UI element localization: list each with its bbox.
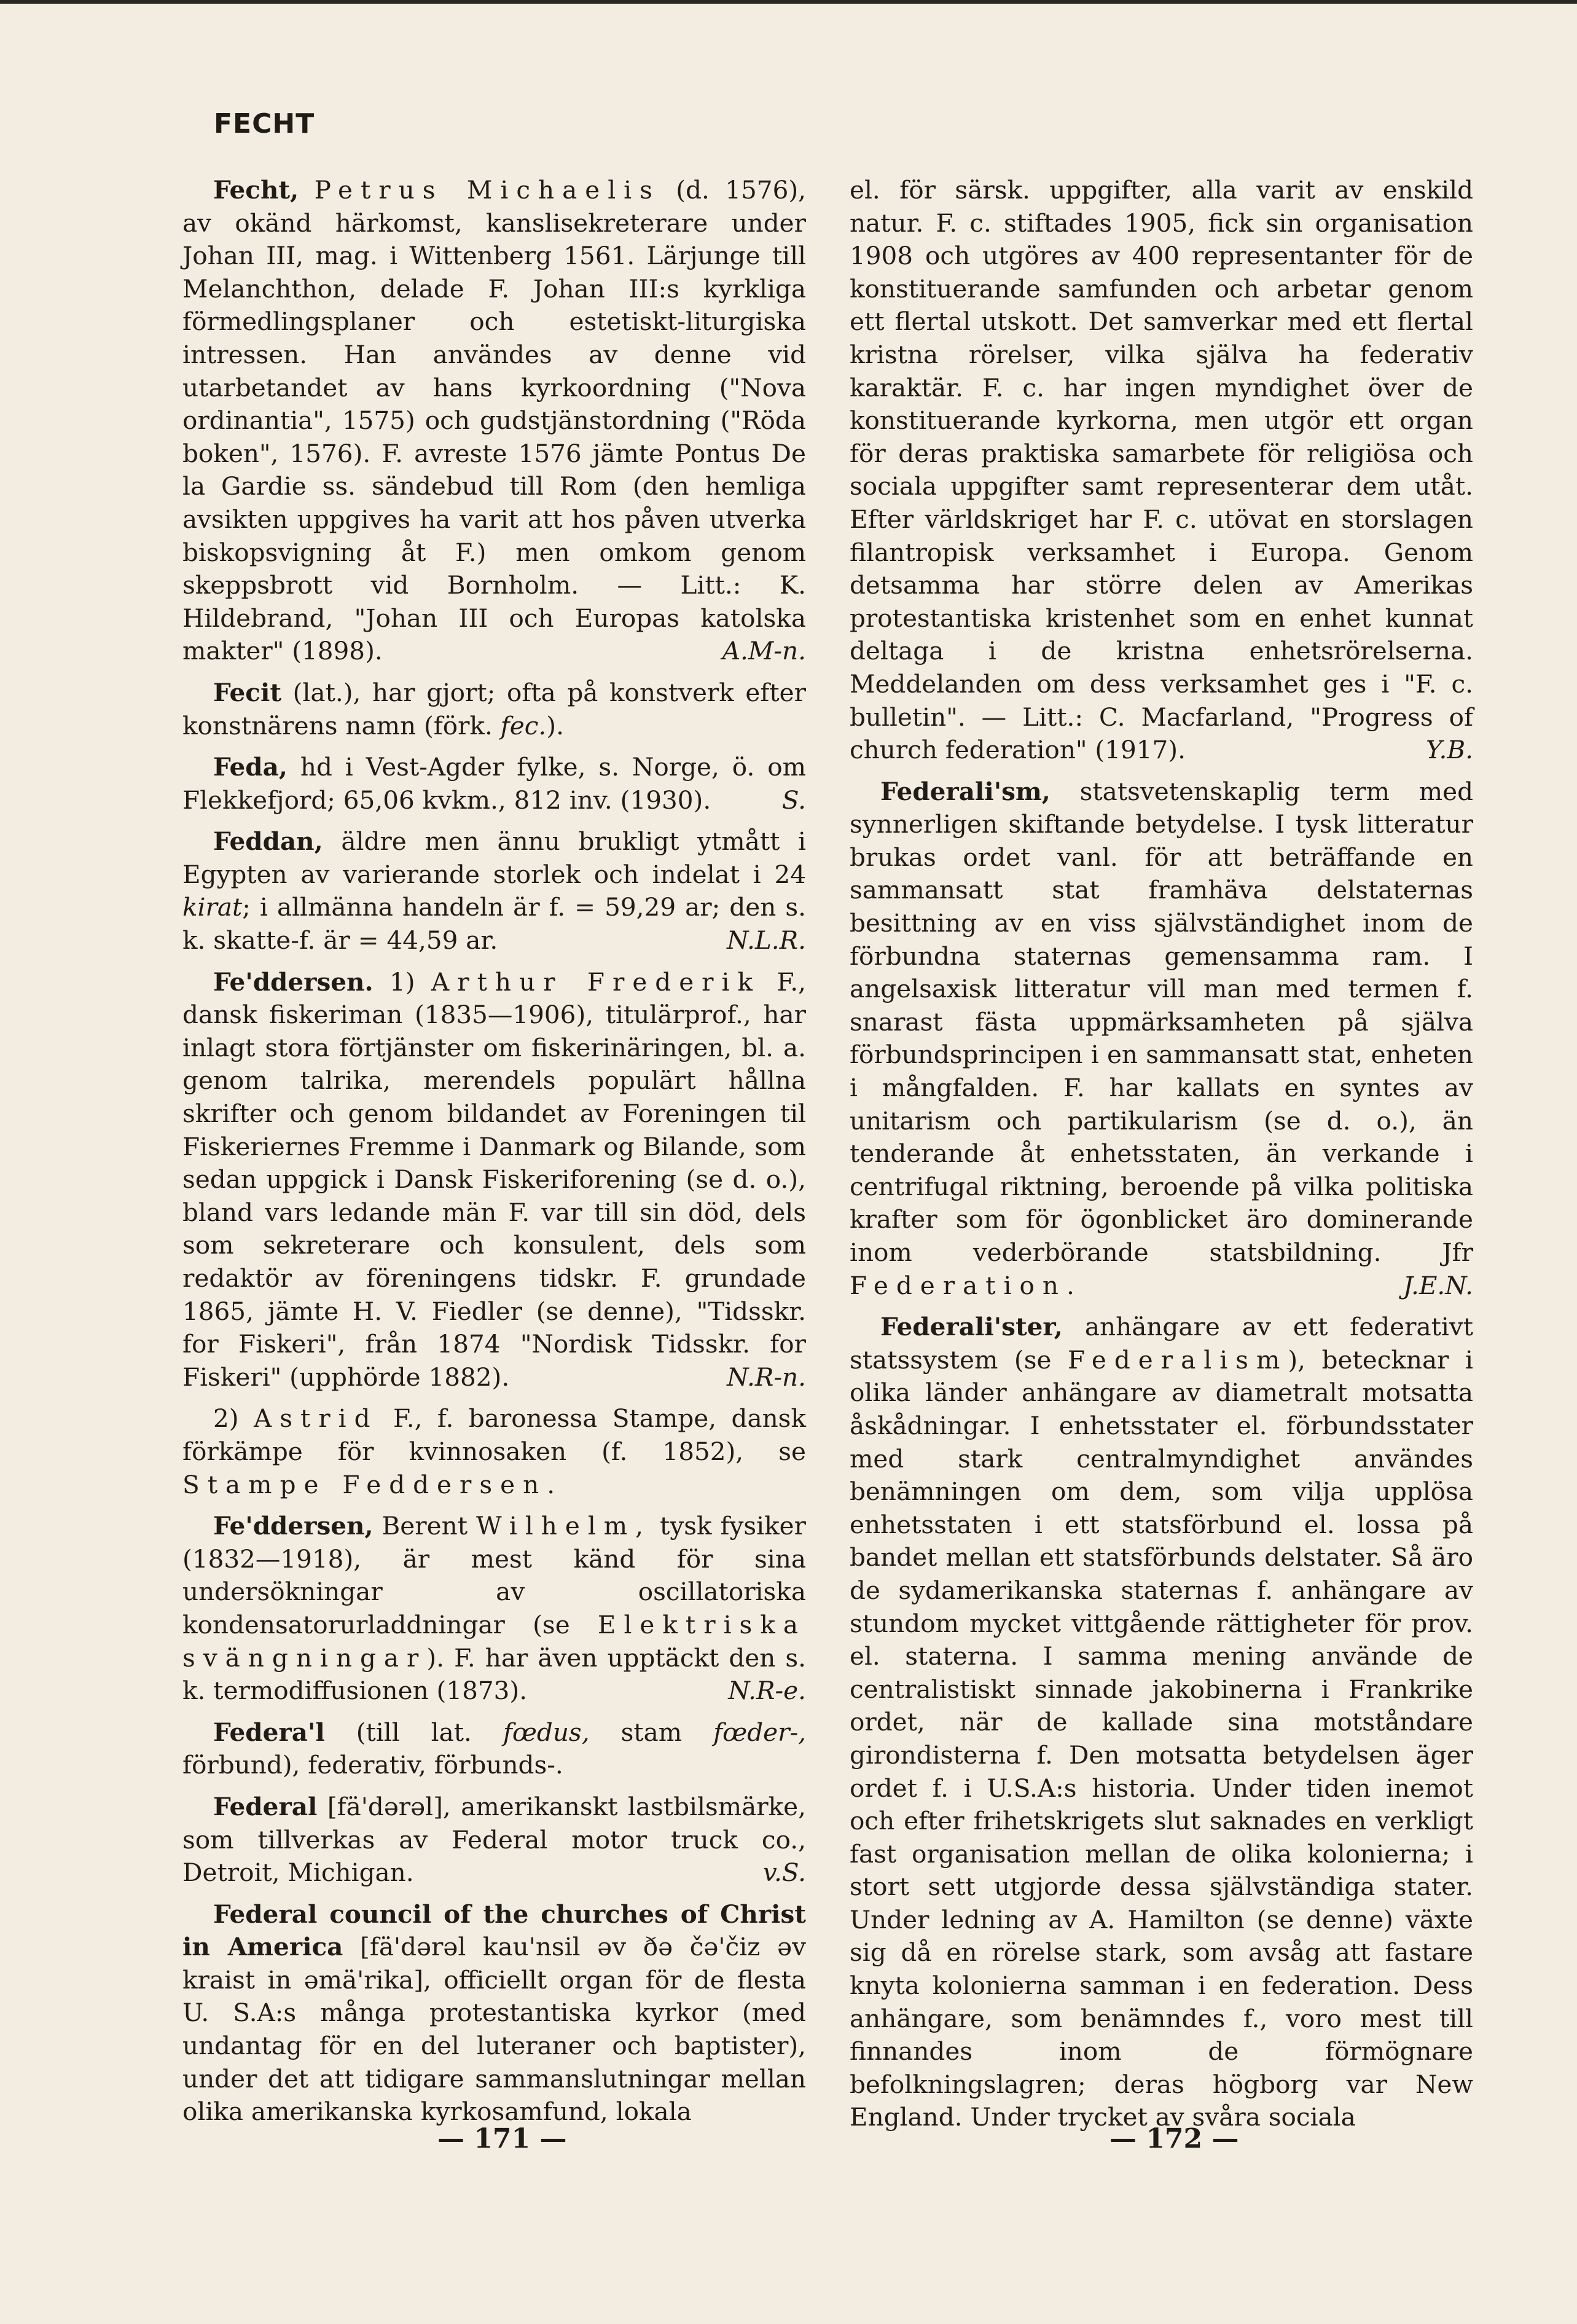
entry-text: statsvetenskaplig term med synnerligen skiftande betydelse. I tysk litteratur brukas ordet vanl. för att beträffande en sammansatt stat framhäva delstaternas besittning av en viss självständighet inom de förbundna staternas gemensamma ram. I angelsaxisk litteratur vill man med termen f. snarast fästa uppmärksamheten på själva förbundsprincipen i en sammansatt stat, enheten i mångfalden. F. har kallats en syntes av unitarism och partikularism (se d. o.), än tenderande åt enhetsstaten, än verkande i centrifugal riktning, beroende på vilka politiska krafter som för ögonblicket äro dominerande inom vederbörande statsbildning. Jfr: [850, 776, 1474, 1267]
headword: Federal: [213, 1791, 318, 1821]
headword: Fecht,: [213, 175, 299, 205]
spaced-name: Astrid: [254, 1403, 378, 1434]
headword: Federal council of the churches of Christ in America: [182, 1899, 806, 1962]
left-column: [182, 174, 806, 2137]
numbering: 2): [213, 1403, 239, 1434]
entry-text: F., dansk fiskeriman (1835—1906), titulärprof., har inlagt stora förtjänster om fiskerinäringen, bl. a. genom talrika, merendels populärt hållna skrifter och genom bildandet av Foreningen til Fiskeriernes Fremme i Danmark og Bilande, som sedan uppgick i Dansk Fiskeriforening (se d. o.), bland vars ledande män F. var till sin död, dels som sekreterare och konsulent, dels som redaktör av föreningens tidskr. F. grundade 1865, jämte H. V. Fiedler (se denne), "Tidsskr. for Fiskeri", från 1874 "Nordisk Tidsskr. for Fiskeri" (upphörde 1882).: [182, 967, 807, 1392]
headword: Fe'ddersen.: [213, 967, 374, 997]
entry-federal-truck: [182, 1791, 806, 1890]
latin-term: fœdus,: [503, 1717, 590, 1747]
signature: S.: [781, 785, 806, 815]
headword: Fe'ddersen,: [213, 1511, 374, 1541]
entry-fecit: [182, 677, 806, 742]
running-head: FECHT: [214, 108, 315, 139]
entry-text: äldre men ännu brukligt ytmått i Egypten av varierande storlek och indelat i 24: [182, 826, 806, 889]
signature: N.R-n.: [727, 1362, 806, 1392]
headword: Feddan,: [213, 826, 323, 857]
entry-text: [fä'dərəl], amerikanskt lastbilsmärke, som tillverkas av Federal motor truck co., Detroit, Michigan.: [182, 1791, 806, 1888]
entry-federalister: [850, 1311, 1473, 2134]
signature: Y.B.: [1425, 735, 1473, 765]
cross-reference: Federalism: [1068, 1345, 1288, 1375]
entry-text-end: ).: [546, 710, 564, 740]
entry-text: el. för särsk. uppgifter, alla varit av enskild natur. F. c. stiftades 1905, fick sin organisation 1908 och utgöres av 400 representanter för de konstituerande samfunden och arbetar genom ett flertal utskott. Det samverkar med ett flertal kristna rörelser, vilka själva ha federativ karaktär. F. c. har ingen myndighet över de konstituerande kyrkorna, men utgör ett organ för deras praktiska samarbete för religiösa och sociala uppgifter samt representerar dem utåt. Efter världskriget har F. c. utövat en storslagen filantropisk verksamhet i Europa. Genom detsamma har större delen av Amerikas protestantiska kristenhet som en enhet kunnat deltaga i de kristna enhetsrörelserna. Meddelanden om dess verksamhet ges i "F. c. bulletin". — Litt.: C. Macfarland, "Progress of church federation" (1917).: [850, 175, 1473, 765]
entry-feddan: [182, 825, 806, 957]
signature: A.M-n.: [722, 636, 806, 666]
entry-text: förbund), federativ, förbunds-.: [182, 1750, 563, 1780]
cross-reference: Federation.: [850, 1270, 1082, 1300]
entry-federal-lat: [182, 1716, 806, 1782]
entry-text: hd i Vest-Agder fylke, s. Norge, ö. om Flekkefjord; 65,06 kvkm., 812 inv. (1930).: [182, 752, 807, 815]
entry-text-cont: ), betecknar i olika länder anhängare av diametralt motsatta åskådningar. I enhetsstater el. förbundsstater med stark centralmyndighet användes benämningen om dem, som vilja upplösa enhetsstaten i ett statsförbund el. lossa på bandet mellan ett statsförbunds delstater. Så äro de sydamerikanska staternas f. anhängare av stundom mycket vittgående rättigheter för prov. el. staterna. I samma mening använde de centralistiskt sinnade jakobinerna i Frankrike ordet, när de kallade sina motståndare girondisterna f. Den motsatta betydelsen äger ordet f. i U.S.A:s historia. Under tiden inemot och efter frihetskrigets slut saknades en verkligt fast organisation mellan de olika kolonierna; i stort sett utgjorde dessa självständiga stater. Under ledning av A. Hamilton (se denne) växte sig då en rörelse stark, som avsåg att fastare knyta kolonierna samman i en federation. Dess anhängare, som benämndes f., voro mest till finnandes inom de förmögnare befolkningslagren; deras högborg var New England. Under trycket av svåra sociala: [850, 1345, 1474, 2132]
entry-text: (d. 1576), av okänd härkomst, kanslisekreterare under Johan III, mag. i Wittenberg 1561. Lärjunge till Melanchthon, delade F. Johan III:s kyrkliga förmedlingsplaner och estetiskt-liturgiska intressen. Han användes av denne vid utarbetandet av hans kyrkoordning ("Nova ordinantia", 1575) och gudstjänstordning ("Röda boken", 1576). F. avreste 1576 jämte Pontus De la Gardie ss. sändebud till Rom (den hemliga avsikten uppgives ha varit att hos påven utverka biskopsvigning åt F.) men omkom genom skeppsbrott vid Bornholm. — Litt.: K. Hildebrand, "Johan III och Europas katolska makter" (1898).: [182, 175, 807, 666]
cross-reference: Elektriska svängningar: [182, 1609, 806, 1673]
spaced-name: Wilhelm,: [475, 1511, 652, 1541]
spaced-name: Petrus Michaelis: [314, 175, 660, 205]
entry-text: [fä'dərəl kau'nsil əv ðə čə'čiz əv kraist in əmä'rika], officiellt organ för de flesta U. S.A:s många protestantiska kyrkor (med undantag för en del luteraner och baptister), under det att tidigare sammanslutningar mellan olika amerikanska kyrkosamfund, lokala: [182, 1932, 806, 2127]
headword: Federa'l: [213, 1717, 325, 1747]
entry-federal-council-continued: [850, 174, 1473, 767]
signature: N.L.R.: [727, 925, 806, 956]
headword: Fecit: [213, 677, 282, 707]
abbreviation: fec.: [500, 710, 547, 740]
top-edge-rule: [0, 0, 1577, 4]
headword: Federali'ster,: [880, 1312, 1063, 1342]
entry-feda: [182, 751, 806, 817]
entry-feddersen-arthur: [182, 966, 806, 1394]
first-name: Berent: [382, 1511, 468, 1541]
term-kirat: kirat: [182, 892, 243, 922]
entry-feddersen-berent: [182, 1510, 806, 1708]
entry-text: anhängare av ett federativt statssystem (se: [850, 1312, 1473, 1375]
entry-text-cont: ). F. har även upptäckt den s. k. termodiffusionen (1873).: [182, 1643, 806, 1706]
entry-text: tysk fysiker (1832—1918), är mest känd för sina undersökningar av oscillatoriska kondensatorurladdningar (se: [182, 1511, 806, 1639]
signature: J.E.N.: [1403, 1270, 1473, 1300]
entry-text: (till lat.: [356, 1717, 472, 1747]
cross-reference: Stampe Feddersen.: [182, 1469, 563, 1499]
entry-feddersen-astrid: [182, 1402, 806, 1501]
entry-text-cont: ; i allmänna handeln är f. = 59,29 ar; den s. k. skatte-f. är = 44,59 ar.: [182, 892, 806, 956]
entry-text: (lat.), har gjort; ofta på konstverk efter konstnärens namn (förk.: [182, 677, 806, 740]
signature: N.R-e.: [728, 1676, 806, 1706]
signature: v.S.: [762, 1858, 806, 1888]
page-number-left: — 171 —: [437, 2123, 567, 2154]
numbering: 1): [389, 967, 415, 997]
spaced-name: Arthur Frederik: [431, 967, 761, 997]
entry-text: F., f. baronessa Stampe, dansk förkämpe för kvinnosaken (f. 1852), se: [182, 1403, 806, 1466]
headword: Federali'sm,: [880, 776, 1051, 806]
entry-federal-council: [182, 1898, 806, 2129]
entry-text: stam: [620, 1717, 683, 1747]
latin-stem: fœder-,: [713, 1717, 807, 1747]
right-column: [850, 174, 1473, 2143]
page-number-right: — 172 —: [1109, 2123, 1239, 2154]
headword: Feda,: [213, 752, 288, 782]
entry-federalism: [850, 775, 1473, 1303]
entry-fecht: [182, 174, 806, 668]
